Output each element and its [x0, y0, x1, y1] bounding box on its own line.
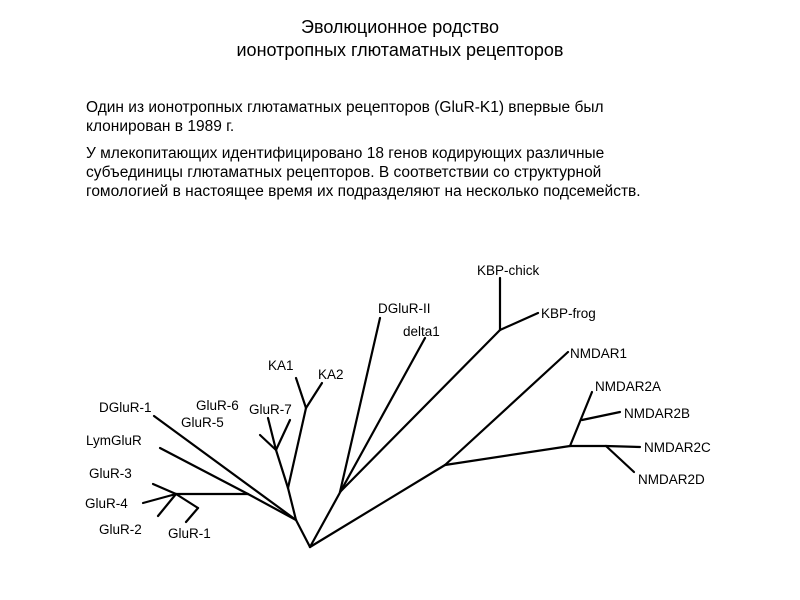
leaf-label: GluR-3	[89, 466, 132, 481]
paragraph-line: Один из ионотропных глютаматных рецепторов (GluR-K1) впервые был	[86, 99, 604, 116]
leaf-label: KA1	[268, 358, 294, 373]
paragraph-line: У млекопитающих идентифицировано 18 генов кодирующих различные	[86, 145, 605, 162]
branch	[606, 446, 640, 447]
paragraph-line: гомологией в настоящее время их подразделяют на несколько подсемейств.	[86, 183, 641, 200]
leaf-label: KBP-chick	[477, 263, 540, 278]
leaf-label: KBP-frog	[541, 306, 596, 321]
leaf-label: KA2	[318, 367, 344, 382]
leaf-label: GluR-4	[85, 496, 128, 511]
branch	[296, 378, 306, 408]
leaf-label: NMDAR2D	[638, 472, 705, 487]
leaf-label: DGluR-II	[378, 301, 431, 316]
leaf-label: LymGluR	[86, 433, 142, 448]
leaf-label: NMDAR1	[570, 346, 628, 361]
leaf-label: GluR-1	[168, 526, 211, 541]
leaf-label: GluR-7	[249, 402, 292, 417]
branch	[276, 420, 290, 450]
leaf-label: GluR-2	[99, 522, 142, 537]
tree-labels	[85, 263, 711, 541]
branch	[154, 416, 296, 520]
branch	[306, 383, 322, 408]
leaf-label: NMDAR2B	[624, 406, 691, 421]
leaf-label: NMDAR2A	[595, 379, 662, 394]
branch	[276, 450, 288, 488]
leaf-label: NMDAR2C	[644, 440, 711, 455]
paragraph-line: клонирован в 1989 г.	[86, 118, 235, 135]
branch	[310, 465, 445, 547]
title-line-1: Эволюционное родство	[301, 17, 499, 37]
branch	[248, 494, 296, 520]
branch	[153, 484, 176, 494]
branch	[176, 494, 198, 508]
branch	[296, 520, 310, 547]
leaf-label: DGluR-1	[99, 400, 152, 415]
leaf-label: delta1	[403, 324, 440, 339]
leaf-label: GluR-5	[181, 415, 224, 430]
leaf-label: GluR-6	[196, 398, 239, 413]
branch	[582, 412, 620, 420]
branch	[160, 448, 248, 494]
branch	[340, 318, 380, 492]
title-line-2: ионотропных глютаматных рецепторов	[236, 40, 564, 60]
branch	[500, 313, 538, 330]
branch	[186, 508, 198, 522]
branch	[340, 330, 500, 492]
paragraph-line: субъединицы глютаматных рецепторов. В соответствии со структурной	[86, 164, 602, 181]
branch	[606, 446, 634, 472]
